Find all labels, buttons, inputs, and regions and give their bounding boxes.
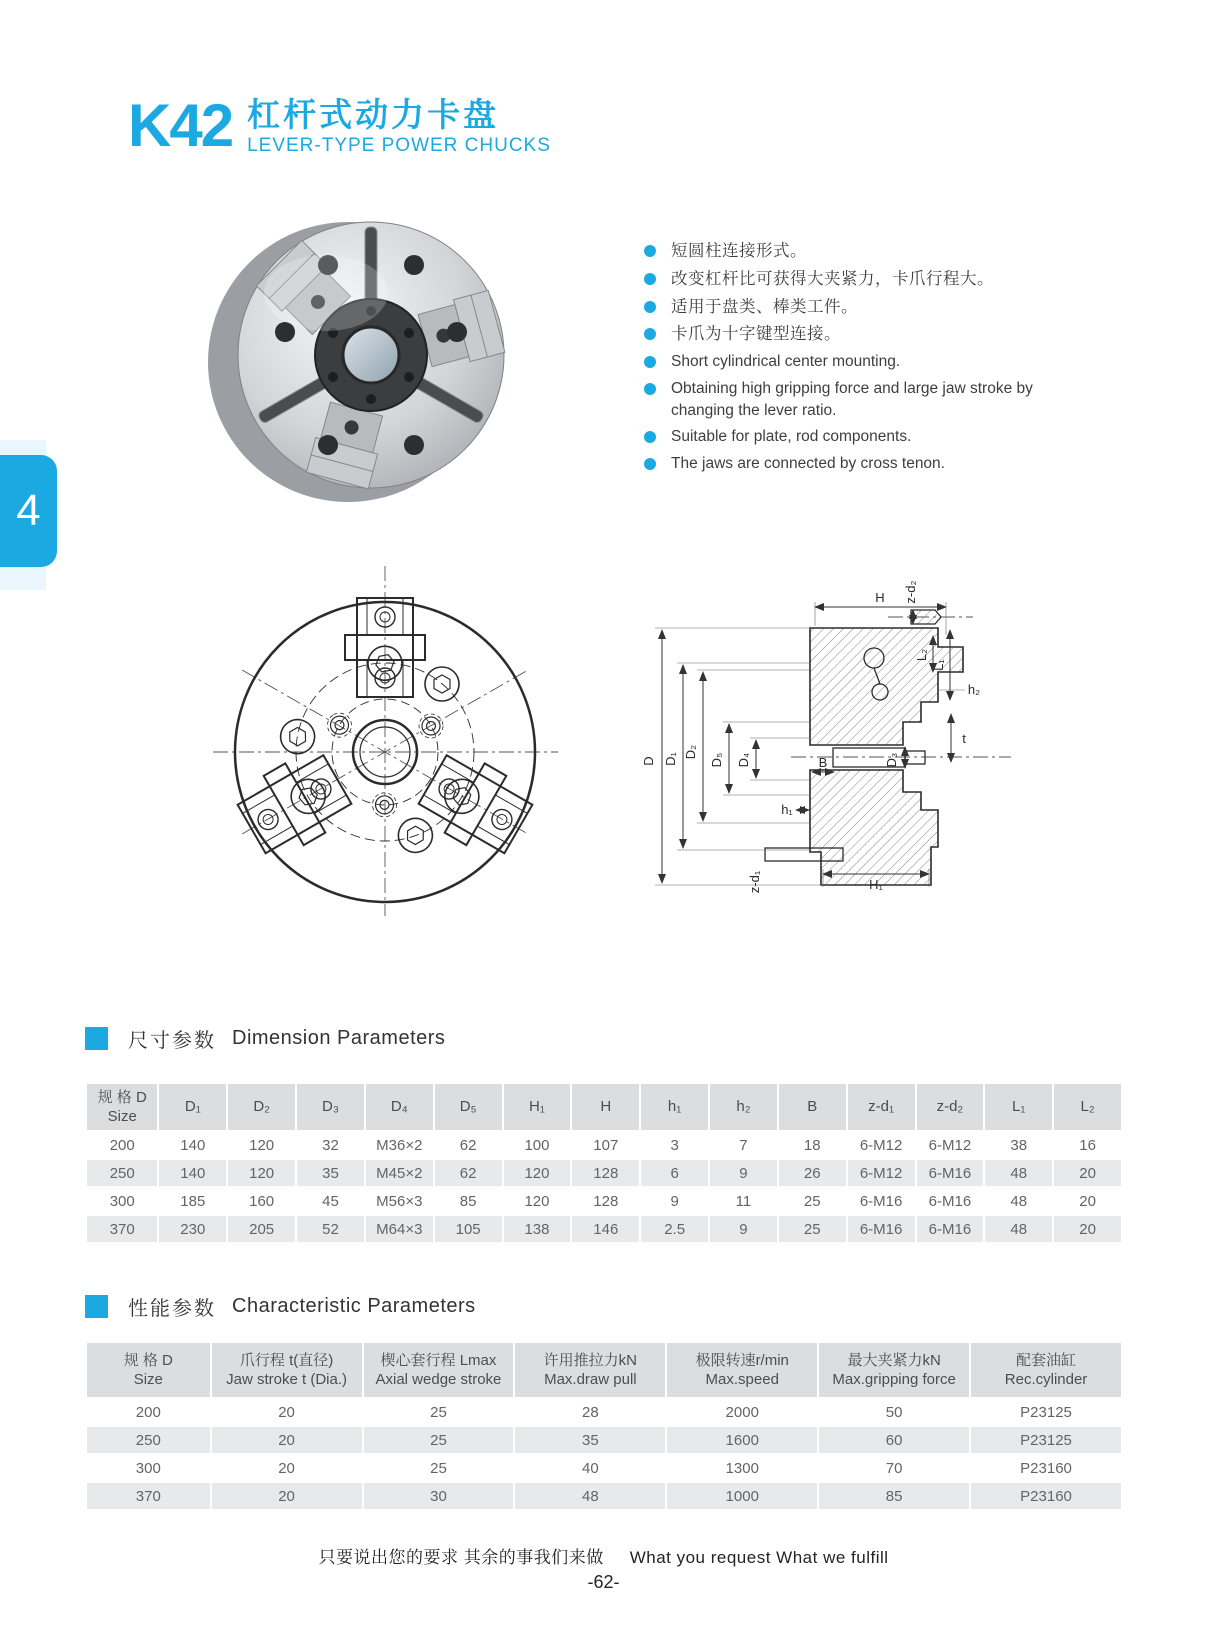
dim-label-t: t [962, 731, 966, 746]
dim-label-B: B [818, 755, 828, 770]
table-row [87, 1160, 1121, 1186]
header-row [87, 1084, 1121, 1130]
table-cell: 2.5 [641, 1216, 708, 1242]
column-header [641, 1084, 708, 1130]
column-header-line: L₁ [1012, 1098, 1026, 1116]
table-cell: 48 [985, 1160, 1052, 1186]
table-cell: 6-M12 [848, 1160, 915, 1186]
table-cell: 1300 [667, 1455, 817, 1481]
column-header [917, 1084, 984, 1130]
table-row [87, 1216, 1121, 1242]
product-photo [208, 205, 513, 515]
title-english: LEVER-TYPE POWER CHUCKS [247, 134, 551, 156]
feature-item: 适用于盘类、棒类工件。 [644, 296, 1144, 319]
table-cell: 16 [1054, 1132, 1121, 1158]
table-cell: 250 [87, 1160, 157, 1186]
column-header-line: Max.speed [705, 1371, 779, 1388]
table-cell: 48 [515, 1483, 665, 1509]
column-header-line: 极限转速r/min [695, 1351, 789, 1369]
dim-label-D4: D₄ [736, 752, 751, 768]
table-cell: 128 [572, 1188, 639, 1214]
table-cell: 6-M16 [917, 1188, 984, 1214]
section-heading-characteristic [85, 1292, 476, 1321]
table-cell: 230 [159, 1216, 226, 1242]
dim-label-L2: L₂ [914, 648, 929, 662]
dimension-table [85, 1082, 1123, 1244]
column-header [848, 1084, 915, 1130]
dim-label-D5: D₅ [709, 752, 724, 768]
heading-square-icon [85, 1295, 108, 1318]
table-cell: 100 [504, 1132, 571, 1158]
table-cell: 60 [819, 1427, 969, 1453]
table-cell: 7 [710, 1132, 777, 1158]
table-cell: 40 [515, 1455, 665, 1481]
column-header [364, 1343, 514, 1397]
features-english [644, 351, 1036, 475]
table-cell: 6-M12 [917, 1132, 984, 1158]
column-header [87, 1343, 210, 1397]
heading-chinese: 性能参数 [128, 1298, 216, 1320]
table-cell: 9 [710, 1216, 777, 1242]
table-cell: 200 [87, 1399, 210, 1425]
heading-chinese: 尺寸参数 [128, 1030, 216, 1052]
section-view-drawing [593, 552, 1013, 907]
table-cell: 120 [228, 1132, 295, 1158]
column-header [971, 1343, 1121, 1397]
table-row [87, 1483, 1121, 1509]
table-cell: P23125 [971, 1399, 1121, 1425]
column-header [504, 1084, 571, 1130]
table-cell: 120 [228, 1160, 295, 1186]
column-header-line: Size [133, 1371, 163, 1388]
feature-item: The jaws are connected by cross tenon. [644, 453, 1036, 475]
column-header-line: 配套油缸 [1016, 1351, 1077, 1369]
slogan-english: What you request What we fulfill [629, 1548, 889, 1567]
feature-item: 卡爪为十字键型连接。 [644, 323, 1144, 346]
characteristic-table-container [85, 1341, 1123, 1511]
table-cell: 107 [572, 1132, 639, 1158]
feature-item: 改变杠杆比可获得大夹紧力，卡爪行程大。 [644, 268, 1144, 291]
table-cell: 20 [212, 1483, 362, 1509]
table-cell: 105 [435, 1216, 502, 1242]
table-cell: 9 [641, 1188, 708, 1214]
column-header-line: D₃ [322, 1098, 339, 1116]
table-cell: 45 [297, 1188, 364, 1214]
heading-english: Dimension Parameters [232, 1027, 446, 1049]
table-cell: M45×2 [366, 1160, 433, 1186]
table-cell: 11 [710, 1188, 777, 1214]
table-cell: P23160 [971, 1455, 1121, 1481]
dim-label-H: H [875, 590, 885, 605]
table-cell: 20 [1054, 1160, 1121, 1186]
table-cell: P23160 [971, 1483, 1121, 1509]
column-header [667, 1343, 817, 1397]
table-cell: 128 [572, 1160, 639, 1186]
chuck-photo-graphic [208, 205, 513, 510]
table-cell: 70 [819, 1455, 969, 1481]
chapter-tab: 4 [0, 455, 57, 567]
table-cell: 50 [819, 1399, 969, 1425]
table-cell: 300 [87, 1188, 157, 1214]
column-header-line: Rec.cylinder [1004, 1371, 1088, 1388]
column-header [1054, 1084, 1121, 1130]
table-cell: 25 [779, 1188, 846, 1214]
dim-label-H1: H₁ [869, 877, 883, 892]
title-block [247, 98, 551, 157]
table-cell: 20 [1054, 1216, 1121, 1242]
column-header-line: z-d₂ [936, 1098, 964, 1116]
column-header [515, 1343, 665, 1397]
dim-label-zd1: z-d₁ [747, 870, 762, 894]
column-header-line: 爪行程 t(直径) [239, 1351, 334, 1369]
column-header-line: 许用推拉力kN [543, 1351, 638, 1369]
table-cell: 6-M16 [917, 1160, 984, 1186]
dim-label-D2: D₂ [683, 744, 698, 760]
column-header [212, 1343, 362, 1397]
column-header-line: z-d₁ [868, 1098, 895, 1116]
table-cell: 20 [212, 1399, 362, 1425]
feature-item: Short cylindrical center mounting. [644, 351, 1036, 373]
table-cell: 185 [159, 1188, 226, 1214]
column-header-line: 规 格 D [97, 1088, 147, 1106]
table-cell: M36×2 [366, 1132, 433, 1158]
table-cell: 20 [1054, 1188, 1121, 1214]
features-chinese [644, 240, 1144, 346]
front-view-drawing [213, 566, 558, 921]
column-header [779, 1084, 846, 1130]
table-cell: 2000 [667, 1399, 817, 1425]
table-cell: 138 [504, 1216, 571, 1242]
table-cell: 6 [641, 1160, 708, 1186]
dim-label-h2: h₂ [967, 682, 981, 697]
characteristic-table [85, 1341, 1123, 1511]
table-cell: 62 [435, 1160, 502, 1186]
column-header-line: Jaw stroke t (Dia.) [226, 1371, 347, 1388]
heading-english: Characteristic Parameters [232, 1295, 476, 1317]
dim-label-zd2: z-d₂ [903, 580, 918, 604]
dim-label-h1: h₁ [781, 802, 793, 817]
dim-label-D3: D₃ [884, 752, 899, 768]
column-header-line: 规 格 D [123, 1351, 173, 1369]
column-header-line: D₂ [253, 1098, 270, 1116]
table-cell: 9 [710, 1160, 777, 1186]
table-cell: 62 [435, 1132, 502, 1158]
table-cell: 1000 [667, 1483, 817, 1509]
column-header [710, 1084, 777, 1130]
table-cell: 370 [87, 1483, 210, 1509]
title-chinese: 杠杆式动力卡盘 [247, 96, 500, 133]
column-header-line: 最大夹紧力kN [847, 1351, 941, 1369]
table-cell: M64×3 [366, 1216, 433, 1242]
table-cell: 25 [779, 1216, 846, 1242]
table-cell: 26 [779, 1160, 846, 1186]
column-header [572, 1084, 639, 1130]
feature-item: 短圆柱连接形式。 [644, 240, 1144, 263]
table-cell: 1600 [667, 1427, 817, 1453]
footer-slogan [0, 1543, 1207, 1568]
table-cell: 25 [364, 1399, 514, 1425]
table-cell: 52 [297, 1216, 364, 1242]
table-cell: 20 [212, 1427, 362, 1453]
column-header [819, 1343, 969, 1397]
column-header-line: L₂ [1080, 1098, 1095, 1116]
table-cell: 140 [159, 1132, 226, 1158]
column-header-line: 楔心套行程 Lmax [380, 1351, 497, 1369]
table-row [87, 1455, 1121, 1481]
table-cell: 30 [364, 1483, 514, 1509]
table-cell: 205 [228, 1216, 295, 1242]
table-cell: 200 [87, 1132, 157, 1158]
header-row [87, 1343, 1121, 1397]
table-cell: 20 [212, 1455, 362, 1481]
table-cell: 300 [87, 1455, 210, 1481]
column-header-line: Axial wedge stroke [375, 1371, 502, 1388]
page-header [128, 92, 551, 159]
table-row [87, 1427, 1121, 1453]
column-header-line: h₁ [667, 1098, 682, 1116]
column-header-line: Size [107, 1108, 137, 1125]
column-header [366, 1084, 433, 1130]
table-cell: 28 [515, 1399, 665, 1425]
table-cell: 25 [364, 1455, 514, 1481]
table-cell: 146 [572, 1216, 639, 1242]
column-header-line: Max.draw pull [544, 1371, 637, 1388]
column-header-line: h₂ [736, 1098, 751, 1116]
table-cell: 85 [435, 1188, 502, 1214]
column-header [159, 1084, 226, 1130]
table-row [87, 1132, 1121, 1158]
column-header [87, 1084, 157, 1130]
feature-item: Obtaining high gripping force and large jaw stroke by changing the lever ratio. [644, 378, 1036, 423]
column-header [297, 1084, 364, 1130]
column-header [228, 1084, 295, 1130]
column-header-line: Max.gripping force [832, 1371, 956, 1388]
table-cell: 370 [87, 1216, 157, 1242]
table-cell: 6-M16 [848, 1188, 915, 1214]
table-cell: 85 [819, 1483, 969, 1509]
column-header-line: D₄ [390, 1098, 408, 1116]
table-cell: 38 [985, 1132, 1052, 1158]
dim-label-D: D [641, 756, 656, 766]
table-cell: 48 [985, 1188, 1052, 1214]
column-header [985, 1084, 1052, 1130]
table-cell: 120 [504, 1188, 571, 1214]
slogan-chinese: 只要说出您的要求 其余的事我们来做 [318, 1548, 604, 1567]
table-row [87, 1399, 1121, 1425]
table-cell: 25 [364, 1427, 514, 1453]
table-cell: 48 [985, 1216, 1052, 1242]
section-heading-dimension [85, 1024, 445, 1053]
table-cell: M56×3 [366, 1188, 433, 1214]
dim-label-D1: D₁ [663, 752, 678, 766]
table-cell: 140 [159, 1160, 226, 1186]
table-cell: 160 [228, 1188, 295, 1214]
feature-list [644, 240, 1144, 479]
page-number: -62- [587, 1572, 620, 1592]
table-cell: 6-M16 [848, 1216, 915, 1242]
table-cell: P23125 [971, 1427, 1121, 1453]
column-header-line: H [600, 1098, 612, 1116]
feature-item: Suitable for plate, rod components. [644, 426, 1036, 448]
dimension-table-container [85, 1082, 1123, 1244]
table-cell: 250 [87, 1427, 210, 1453]
column-header-line: B [807, 1098, 818, 1116]
table-cell: 6-M16 [917, 1216, 984, 1242]
table-cell: 3 [641, 1132, 708, 1158]
table-cell: 120 [504, 1160, 571, 1186]
column-header-line: D₁ [184, 1098, 201, 1116]
column-header-line: D₅ [459, 1098, 477, 1116]
column-header [435, 1084, 502, 1130]
table-cell: 6-M12 [848, 1132, 915, 1158]
table-cell: 35 [515, 1427, 665, 1453]
table-cell: 32 [297, 1132, 364, 1158]
dim-label-L1: L₁ [931, 659, 946, 671]
table-cell: 35 [297, 1160, 364, 1186]
heading-square-icon [85, 1027, 108, 1050]
table-cell: 18 [779, 1132, 846, 1158]
column-header-line: H₁ [529, 1098, 545, 1116]
table-row [87, 1188, 1121, 1214]
model-number: K42 [128, 92, 233, 159]
